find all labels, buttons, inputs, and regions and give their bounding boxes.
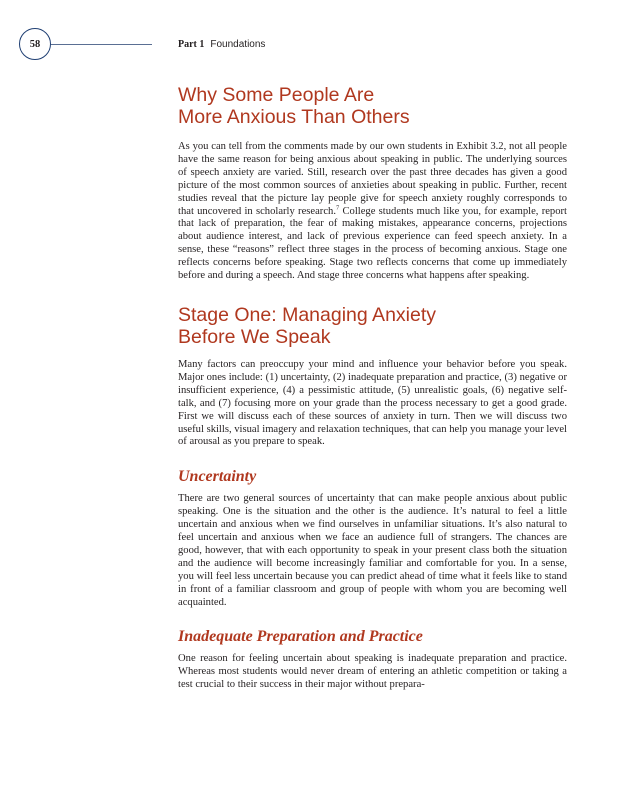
header-rule — [51, 44, 152, 45]
heading-line: Before We Speak — [178, 325, 331, 348]
paragraph-preparation: One reason for feeling uncertain about speaking is inadequate preparation and practice. Whereas most students would never dream of entering an athletic competition or taking a test crucial to their success in their major without prepara- — [178, 653, 567, 691]
paragraph-uncertainty: There are two general sources of uncertainty that can make people anxious about public speaking. One is the situation and the other is the audience. It’s natural to feel a little uncertain and anxious when we find ourselves in unfamiliar situations. It’s also natural to feel uncertain and anxious when we face an audience full of strangers. The chances are good, however, that with each opportunity to speak in your present class both the situation and the audience will become increasingly familiar and comfortable for you. In a sense, you will feel less uncertain because you can predict ahead of time what it feels like to stand in front of a familiar classroom and group of people with whom you are becoming well acquainted. — [178, 493, 567, 608]
subheading-preparation: Inadequate Preparation and Practice — [178, 628, 423, 646]
paragraph-text: As you can tell from the comments made by our own students in Exhibit 3.2, not all people have the same reason for being anxious about speaking in public. The underlying sources of speech anxiety are varied. Still, research over the past three decades has given a good picture of the most common sources of anxieties about speaking in public. Further, recent studies reveal that the picture lay people give for speech anxiety roughly corresponds to that uncovered in scholarly research. — [178, 141, 567, 217]
running-head — [178, 39, 265, 50]
subheading-uncertainty: Uncertainty — [178, 468, 257, 486]
part-title: Foundations — [210, 39, 266, 50]
heading-line: More Anxious Than Others — [178, 106, 410, 128]
paragraph-anxious-intro — [178, 141, 567, 283]
section-heading-anxious — [178, 84, 567, 128]
page-number: 58 — [29, 38, 41, 50]
heading-line: Why Some People Are — [178, 84, 375, 106]
section-heading-stage-one — [178, 304, 567, 348]
note-reference: 7 — [335, 204, 340, 211]
paragraph-text: College students much like you, for example, report that lack of preparation, the fear of making mistakes, appearance concerns, projections about audience interest, and lack of previous experience can feed speech anxiety. In a sense, these “reasons” reflect three stages in the process of becoming anxious. Stage one reflects concerns before speaking. Stage two reflects concerns that come up immediately before and during a speech. And stage three concerns what happens after speaking. — [178, 205, 567, 282]
page-body — [178, 84, 567, 692]
part-label: Part 1 — [178, 39, 205, 50]
paragraph-stage-one: Many factors can preoccupy your mind and influence your behavior before you speak. Major ones include: (1) uncertainty, (2) inadequate preparation and practice, (3) negative or insufficient experience, (4) a pessimistic attitude, (5) unrealistic goals, (6) negative self-talk, and (7) focusing more on your grade than the process necessary to get a good grade. First we will discuss each of these sources of anxiety in turn. Then we will discuss two useful skills, visual imagery and relaxation techniques, that can help you manage your level of arousal as you prepare to speak. — [178, 358, 567, 448]
heading-line: Stage One: Managing Anxiety — [178, 303, 437, 326]
page-number-badge — [19, 28, 51, 60]
